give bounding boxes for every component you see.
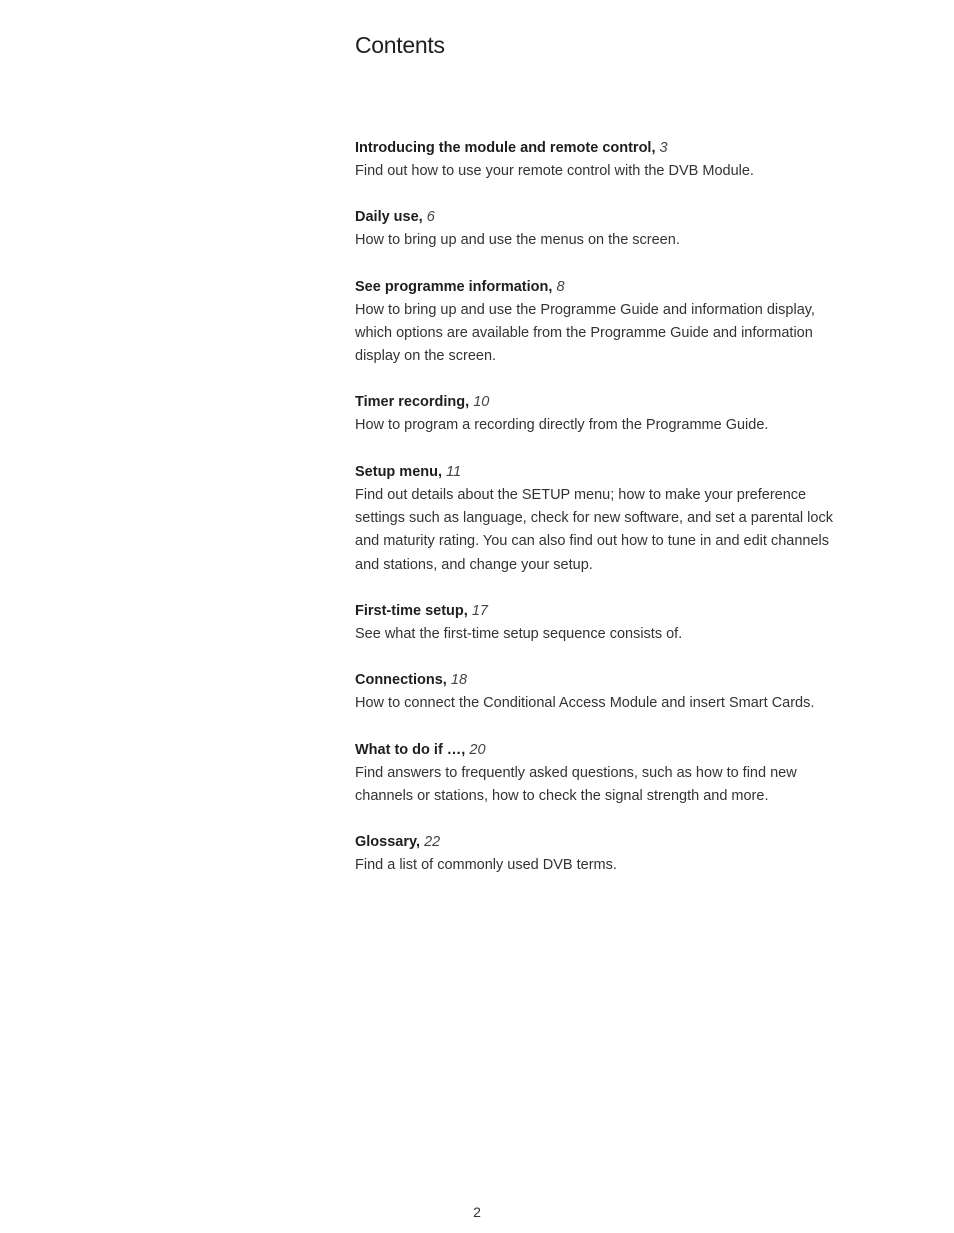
toc-entry-title: Connections,: [355, 672, 447, 689]
toc-entry-title: Glossary,: [355, 834, 421, 851]
toc-entry-heading: [355, 137, 850, 160]
toc-entry-introducing[interactable]: [355, 137, 850, 183]
page-title: Contents: [355, 32, 445, 58]
toc-entry-setup-menu[interactable]: [355, 461, 850, 577]
toc-entry-description: How to program a recording directly from the Programme Guide.: [355, 417, 769, 434]
toc-entry-description: See what the first-time setup sequence consists of.: [355, 625, 683, 642]
toc-entry-heading: [355, 739, 850, 762]
page-number: 2: [473, 1204, 481, 1220]
toc-entry-what-to-do-if[interactable]: [355, 739, 850, 809]
toc-entry-title: First-time setup,: [355, 602, 468, 619]
toc-entry-heading: [355, 276, 850, 299]
toc-entry-heading: [355, 461, 850, 484]
toc-entry-timer-recording[interactable]: [355, 391, 850, 437]
toc-entry-title: See programme information,: [355, 278, 553, 295]
toc-entry-description: Find a list of commonly used DVB terms.: [355, 857, 617, 874]
toc-entry-page: 10: [473, 394, 490, 411]
toc-entry-title: Daily use,: [355, 209, 423, 226]
toc-entry-description: How to connect the Conditional Access Module and insert Smart Cards.: [355, 695, 815, 712]
toc-entry-page: 8: [556, 278, 565, 295]
toc-entry-page: 18: [450, 672, 468, 689]
toc-entry-glossary[interactable]: [355, 831, 850, 877]
toc-entry-description: Find out how to use your remote control with the DVB Module.: [355, 163, 754, 179]
toc-entry-page: 20: [469, 741, 486, 758]
toc-entry-title: Setup menu,: [355, 463, 443, 480]
toc-entry-page: 22: [424, 834, 441, 851]
toc-entry-heading: [355, 206, 850, 229]
toc-entry-page: 17: [471, 602, 488, 619]
toc-entry-connections[interactable]: [355, 669, 850, 715]
toc-entry-heading: [355, 831, 850, 854]
toc-entry-description: Find out details about the SETUP menu; how to make your preference settings such as language, check for new software, and set a parental lock and maturity rating. You can also find out how to tune in and edit channels and stations, and change your setup.: [355, 486, 833, 573]
toc-entry-daily-use[interactable]: [355, 206, 850, 252]
toc-entry-title: What to do if …,: [355, 741, 466, 758]
toc-entry-title: Timer recording,: [355, 394, 470, 411]
toc-entry-page: 6: [426, 209, 435, 226]
toc-entry-heading: [355, 600, 850, 623]
table-of-contents: [355, 137, 850, 900]
toc-entry-page: 11: [446, 463, 462, 480]
toc-entry-first-time-setup[interactable]: [355, 600, 850, 646]
toc-entry-page: 3: [659, 140, 668, 156]
toc-entry-heading: [355, 391, 850, 414]
toc-entry-title: Introducing the module and remote control,: [355, 140, 656, 156]
toc-entry-programme-information[interactable]: [355, 276, 850, 369]
toc-entry-heading: [355, 669, 850, 692]
toc-entry-description: How to bring up and use the menus on the screen.: [355, 232, 680, 249]
toc-entry-description: Find answers to frequently asked questions, such as how to find new channels or stations, how to check the signal strength and more.: [355, 764, 797, 804]
toc-entry-description: How to bring up and use the Programme Guide and information display, which options are available from the Programme Guide and information display on the screen.: [355, 301, 815, 365]
